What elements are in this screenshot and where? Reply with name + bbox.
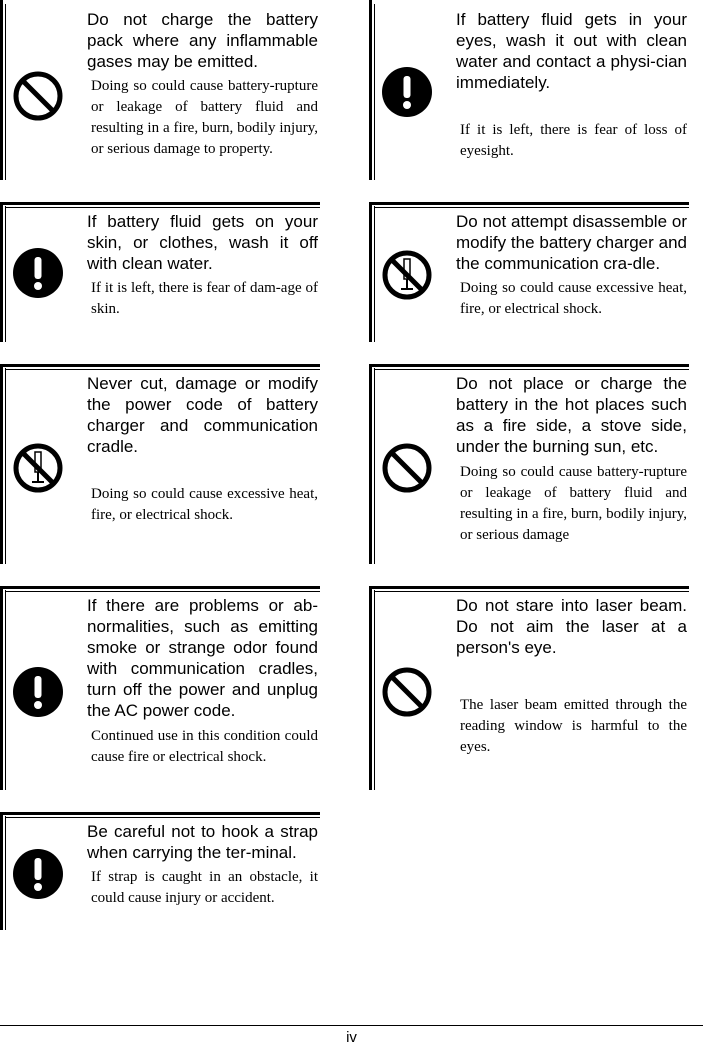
warning-headline: Be careful not to hook a strap when carrying the ter-minal.	[87, 822, 318, 862]
warning-card	[369, 364, 689, 564]
no-disassembly-icon	[381, 249, 433, 301]
warning-headline: Do not charge the battery pack where any inflammable gases may be emitted.	[87, 10, 318, 71]
warning-card	[0, 0, 320, 180]
warning-card	[369, 202, 689, 342]
warning-card	[0, 812, 320, 930]
prohibited-icon	[381, 442, 433, 494]
warning-card	[0, 586, 320, 790]
warning-body: If it is left, there is fear of loss of eyesight.	[460, 122, 687, 159]
warning-headline: Do not place or charge the battery in the hot places such as a fire side, a stove side, under the burning sun, etc.	[456, 374, 687, 456]
warning-body: If strap is caught in an obstacle, it could cause injury or accident.	[91, 869, 318, 906]
warning-card	[369, 0, 689, 180]
warning-body: The laser beam emitted through the reading window is harmful to the eyes.	[460, 697, 687, 755]
warning-headline: Never cut, damage or modify the power code of battery charger and communication cradle.	[87, 374, 318, 456]
prohibited-icon	[381, 666, 433, 718]
no-disassembly-icon	[12, 442, 64, 494]
warning-card	[0, 202, 320, 342]
footer-divider	[0, 1025, 703, 1026]
warning-body: Doing so could cause battery-rupture or leakage of battery fluid and resulting in a fire, burn, bodily injury, or serious damage to property.	[91, 78, 318, 157]
warning-card	[369, 586, 689, 790]
warning-body: If it is left, there is fear of dam-age of skin.	[91, 280, 318, 317]
warning-body: Continued use in this condition could cause fire or electrical shock.	[91, 728, 318, 765]
warning-headline: Do not stare into laser beam. Do not aim the laser at a person's eye.	[456, 596, 687, 657]
prohibited-icon	[12, 70, 64, 122]
warning-headline: Do not attempt disassemble or modify the battery charger and the communication cra-dle.	[456, 212, 687, 273]
warning-headline: If there are problems or ab-normalities, such as emitting smoke or strange odor found with communication cradles, turn off the power and unplug the AC power code.	[87, 596, 318, 720]
warning-body: Doing so could cause battery-rupture or leakage of battery fluid and resulting in a fire, burn, bodily injury, or serious damage	[460, 464, 687, 543]
warning-headline: If battery fluid gets on your skin, or clothes, wash it off with clean water.	[87, 212, 318, 273]
warning-card	[0, 364, 320, 564]
warning-body: Doing so could cause excessive heat, fire, or electrical shock.	[91, 486, 318, 523]
page-number: iv	[346, 1029, 357, 1046]
mandatory-icon	[12, 848, 64, 900]
warning-headline: If battery fluid gets in your eyes, wash it out with clean water and contact a physi-cian immediately.	[456, 10, 687, 92]
mandatory-icon	[12, 247, 64, 299]
mandatory-icon	[12, 666, 64, 718]
mandatory-icon	[381, 66, 433, 118]
warning-body: Doing so could cause excessive heat, fire, or electrical shock.	[460, 280, 687, 317]
